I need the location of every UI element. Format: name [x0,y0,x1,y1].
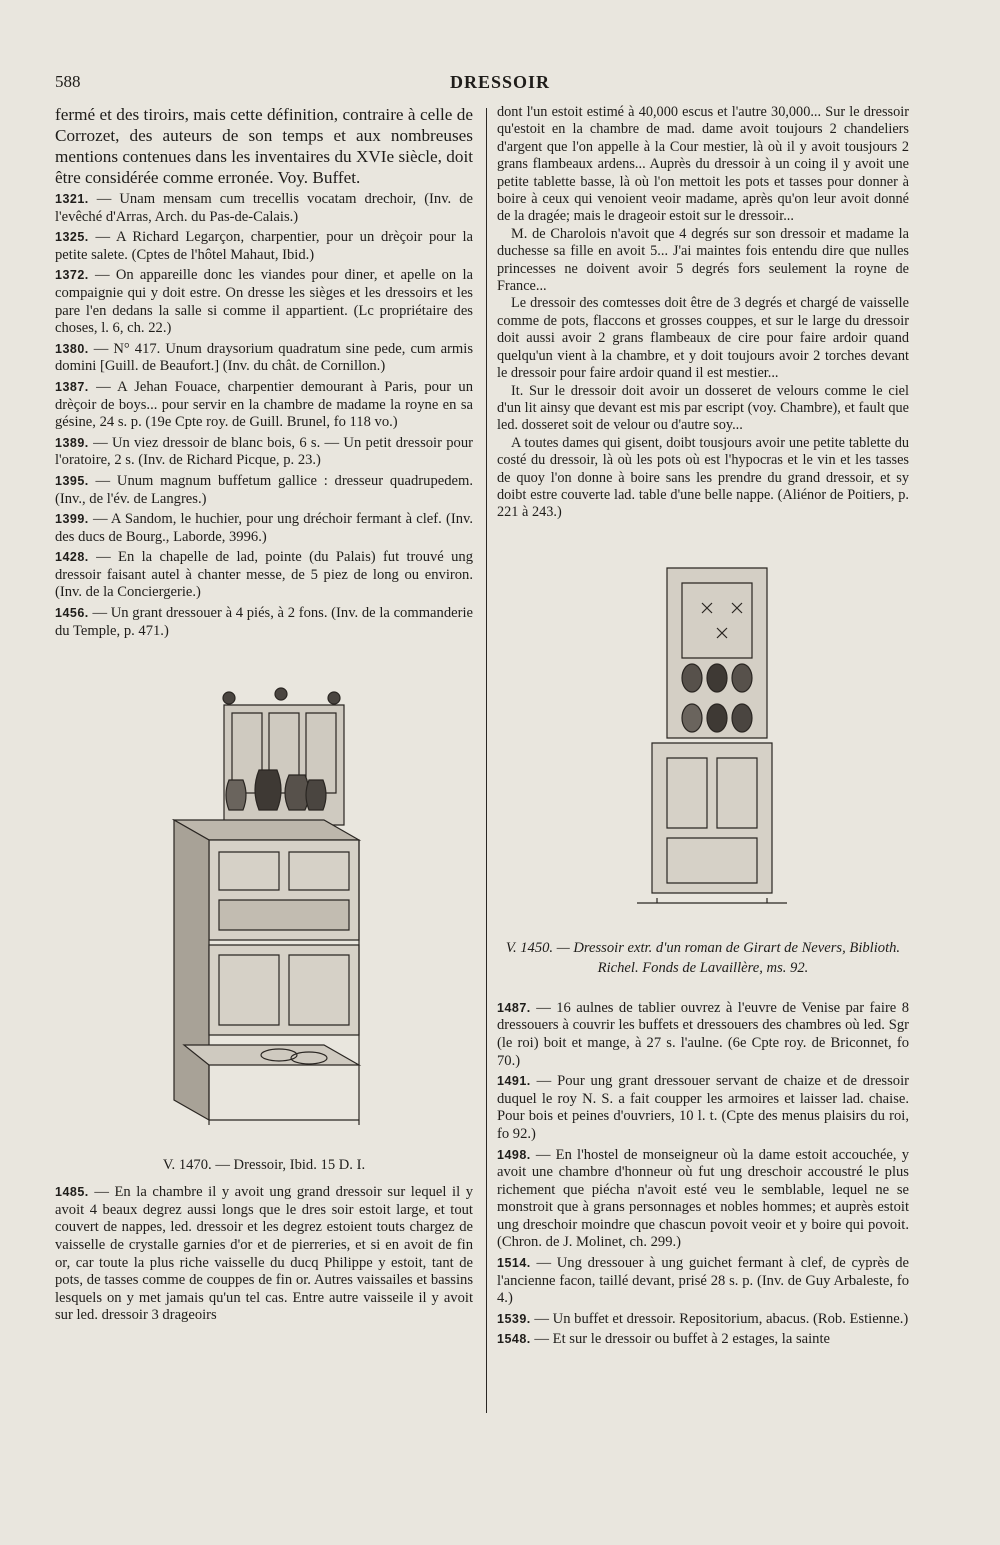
entry-text: — 16 aulnes de tablier ouvrez à l'euvre de Venise par faire 8 dressouers à couvrir les buffets et dressouers des chambres où led. Sgr (le roi) boit et mange, à 27 s. l'aulne. (6e Cpte roy. de Briconnet, fo 70.) [497,999,909,1069]
entry-year: 1372. [55,268,89,283]
entry-paragraph [55,435,473,470]
entry-text: — En la chambre il y avoit ung grand dressoir sur lequel il y avoit 4 beaux degrez aussi longs que le dres soir estoit large, et tout couvert de nappes, led. dressoir et les degrez estoient touts chargez de vaisselle de crystalle garnies d'or et de pierreries, et si en avoit de fin or, car toute la plus riche vaisselle du ducq Philippe y estoit, tant de pots, de tasses comme de couppes de fin or. Autres vaissailes et bassins lesquels on y met jamais qu'un tel cas. Entre autre vaisseile il y avoit sur led. dressoir 3 drageoirs [55,1184,473,1324]
entry-paragraph [55,1184,473,1325]
entry-year: 1325. [55,230,89,245]
entry-paragraph [497,1331,909,1349]
entry-paragraph [55,191,473,226]
entry-text: — A Jehan Fouace, charpentier demourant à Paris, pour un drèçoir de boys... pour servir en la chambre de madame la royne en sa gésine, 24 s. p. (19e Cpte roy. de Guill. Brunel, fo 118 vo.) [55,378,473,431]
entry-paragraph [55,267,473,337]
right-paragraph: A toutes dames qui gisent, doibt tousjours avoir une petite tablette du costé du dressoir, là où les pots où est l'hypocras et le vin et les tasses de quoy l'on donne à boire sans les prendre du grand dressoir, et sy doibt estre couverte lad. table d'une belle nappe. (Aliénor de Poitiers, p. 221 à 243.) [497,434,909,521]
entry-paragraph [497,1147,909,1253]
right-paragraph: M. de Charolois n'avoit que 4 degrés sur son dressoir et madame la duchesse sa fille en avoit 5... J'ai maintes fois entendu dire que nulles princesses ne doivent avoir 5 degrés fors seulement la royne de France... [497,225,909,295]
entry-paragraph [497,1311,909,1329]
entry-paragraph [497,1073,909,1143]
entry-year: 1485. [55,1185,89,1200]
entry-year: 1498. [497,1147,531,1162]
running-title: DRESSOIR [449,72,551,92]
right-entries [497,1000,909,1349]
entry-text: — Un viez dressoir de blanc bois, 6 s. — Un petit dressoir pour l'oratoire, 2 s. (Inv. de Richard Picque, p. 23.) [55,434,473,469]
entry-text: — Unum magnum buffetum gallice : dresseur quadrupedem. (Inv., de l'év. de Langres.) [55,472,473,507]
entry-year: 1456. [55,606,89,621]
figure-dressoir-1450 [497,558,909,988]
entry-text: — A Sandom, le huchier, pour ung dréchoir fermant à clef. (Inv. des ducs de Bourg., Laborde, 3996.) [55,511,473,545]
entry-year: 1548. [497,1332,531,1347]
right-column [497,104,909,1349]
entry-paragraph [55,511,473,546]
entry-paragraph [55,379,473,432]
entry-text: — A Richard Legarçon, charpentier, pour un drèçoir pour la petite salete. (Cptes de l'hôtel Mahaut, Ibid.) [55,229,473,263]
entry-text: — Pour ung grant dressouer servant de chaize et de dressoir duquel le roy N. S. a fait coupper les armoires et laisser lad. chaise. Pour bois et peines d'ouvriers, 10 l. t. (Cpte des menus plaisirs du roi, fo 92.) [497,1073,909,1142]
intro-paragraph: fermé et des tiroirs, mais cette définition, contraire à celle de Corrozet, des auteurs de son temps et aux nombreuses mentions contenues dans les inventaires du XVIe siècle, doit être considérée comme erronée. Voy. Buffet. [55,105,473,187]
dressoir-1470-engraving [99,680,429,1150]
entry-paragraph [55,341,473,376]
entry-year: 1487. [497,1000,531,1015]
entry-text: — Un grant dressouer à 4 piés, à 2 fons. (Inv. de la commanderie du Temple, p. 471.) [55,605,473,639]
entry-year: 1387. [55,379,89,394]
entry-year: 1539. [497,1311,531,1326]
entry-year: 1395. [55,473,89,488]
entry-year: 1399. [55,512,89,527]
entry-paragraph [497,1000,909,1070]
left-after-entries [55,1184,473,1325]
dressoir-1450-engraving [497,558,909,933]
figure-caption-1450: V. 1450. — Dressoir extr. d'un roman de Girart de Nevers, Biblioth. Richel. Fonds de Lavaillère, ms. 92. [505,939,901,976]
entry-text: — Et sur le dressoir ou buffet à 2 estages, la sainte [530,1331,831,1348]
entry-year: 1428. [55,550,89,565]
page-header [55,72,945,96]
entry-paragraph [55,473,473,508]
entry-paragraph [55,549,473,602]
left-column [55,104,473,1325]
right-paragraph: dont l'un estoit estimé à 40,000 escus et l'autre 30,000... Sur le dressoir qu'estoit en la chambre de mad. dame avoit toujours 2 chandeliers d'argent que l'on appelle à la Cour mestier, là où il y avoit tousjours 2 grans flambeaux ardens... Auprès du dressoir à un coing il y avoit une petite tablette basse, là où l'on mettoit les pots et tasses pour donner à boire à ceux qui venoient veoir madame, après qu'on leur avoit donné de la dragée; mais le drageoir estoit sur le dressoir... [497,104,909,225]
figure-dressoir-1470 [99,680,429,1174]
entry-year: 1514. [497,1256,531,1271]
entry-year: 1380. [55,341,89,356]
figure-caption-1470: V. 1470. — Dressoir, Ibid. 15 D. I. [162,1157,366,1174]
entry-year: 1389. [55,435,89,450]
entry-text: — Ung dressouer à ung guichet fermant à clef, de cyprès de l'ancienne facon, taillé devant, prisé 28 s. p. (Inv. de Guy Arbaleste, fo 4.) [497,1255,909,1307]
right-paragraph: It. Sur le dressoir doit avoir un dosseret de velours comme le ciel d'un lit ainsy que devant est mis par escript (voy. Chambre), et fault que led. dosseret soit de velour ou d'autre soy... [497,382,909,434]
entry-text: — Un buffet et dressoir. Repositorium, abacus. (Rob. Estienne.) [530,1310,909,1327]
entry-text: — En la chapelle de lad, pointe (du Palais) fut trouvé ung dressoir faisant autel à chanter messe, de 5 piez de long ou environ. (Inv. de la Conciergerie.) [55,549,473,601]
entry-text: — N° 417. Unum draysorium quadratum sine pede, cum armis domini [Guill. de Beaufort.] (Inv. du chât. de Cornillon.) [55,340,473,375]
right-paragraphs [497,104,909,522]
entry-year: 1321. [55,192,89,206]
entry-year: 1491. [497,1074,531,1089]
entry-paragraph [55,229,473,264]
right-paragraph: Le dressoir des comtesses doit être de 3 degrés et chargé de vaisselle comme de pots, flaccons et grosses couppes, et sur le large du dressoir doit aussi avoir 2 grans flambeaux de cire pour faire ardoir quand quelqu'un vient à la chambre, et y doit toujours avoir 2 torches devant le dressoir pour faire ardoir quand il est mestier... [497,295,909,382]
entry-paragraph [497,1255,909,1308]
entry-paragraph [55,605,473,640]
page-number: 588 [55,72,81,91]
entry-text: — Unam mensam cum trecellis vocatam drechoir, (Inv. de l'evêché d'Arras, Arch. du Pas-de-Calais.) [55,191,473,225]
left-entries [55,191,473,640]
column-rule [486,108,487,1413]
entry-text: — En l'hostel de monseigneur où la dame estoit accouchée, y avoit une chambre d'honneur où fut ung dreschoir accoustré le plus richement que piécha n'avoit esté veu le semblable, lequel ne se monstroit que à grans personnages et nobles hommes; et auprès estoit ung dreschoir moindre que chascun povoit veoir et y boire qui povoit. (Chron. de J. Molinet, ch. 299.) [497,1146,909,1251]
entry-text: — On appareille donc les viandes pour diner, et apelle on la compaignie qui y doit estre. On dresse les sièges et les dressoirs et les pare l'en dedans la salle si comme il appartient. (Lc propriétaire des choses, l. 6, ch. 22.) [55,267,473,337]
